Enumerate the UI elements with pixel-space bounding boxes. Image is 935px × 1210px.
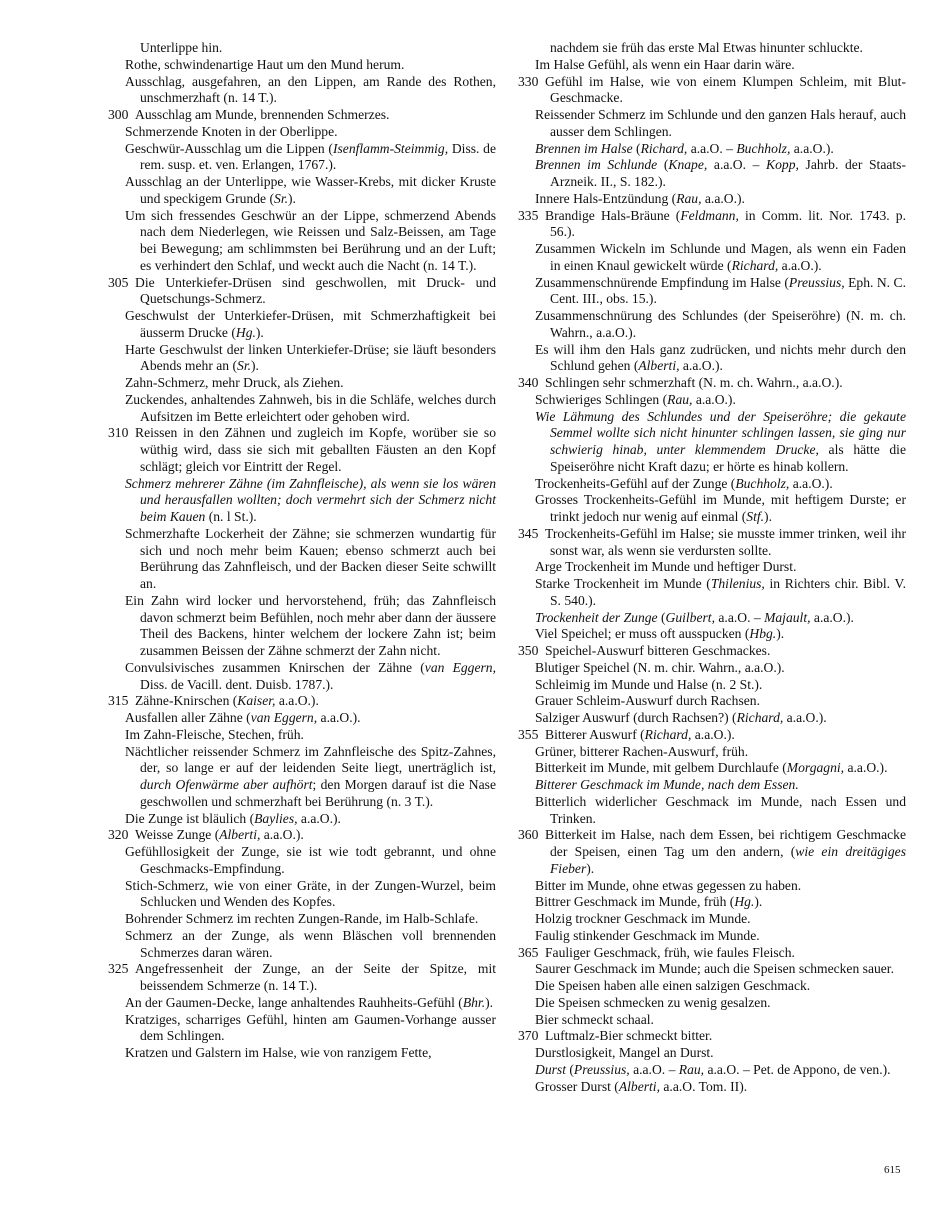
text-segment: Es will ihm den Hals ganz zudrücken, und nichts mehr durch den Schlund gehen ( bbox=[535, 341, 906, 374]
italic-text-segment: Alberti, bbox=[638, 358, 680, 374]
text-segment: a.a.O.). bbox=[789, 475, 833, 491]
italic-text-segment: Isenflamm-Steimmig, bbox=[332, 140, 449, 156]
text-segment: Ausschlag am Munde, brennenden Schmerzes. bbox=[135, 107, 390, 122]
italic-text-segment: Schmerz mehrerer Zähne (im Zahnfleische), als wenn sie los wären und herausfallen wollten; doch vermehrt sich der Schmerz nicht beim Kauen bbox=[125, 475, 496, 524]
italic-text-segment: Guilbert, bbox=[665, 609, 715, 625]
numbered-symptom-entry bbox=[108, 961, 496, 995]
italic-text-segment: Feldmann, bbox=[680, 207, 739, 223]
italic-text-segment: Stf. bbox=[746, 509, 765, 524]
entry-number: 315 bbox=[108, 693, 129, 709]
text-segment: Reissender Schmerz im Schlunde und den ganzen Hals herauf, auch ausser dem Schlingen. bbox=[535, 107, 906, 139]
italic-text-segment: Richard, bbox=[736, 710, 784, 725]
italic-text-segment: van Eggern, bbox=[424, 659, 496, 675]
symptom-entry bbox=[108, 878, 496, 912]
text-segment: in Comm. lit. Nor. 1743. p. 56.). bbox=[550, 207, 906, 240]
text-segment: Luftmalz-Bier schmeckt bitter. bbox=[545, 1028, 713, 1044]
symptom-entry bbox=[108, 844, 496, 878]
numbered-symptom-entry bbox=[518, 208, 906, 242]
text-segment: a.a.O.). bbox=[844, 760, 888, 776]
text-segment: ). bbox=[754, 894, 763, 910]
text-segment: a.a.O.). bbox=[701, 190, 745, 206]
italic-text-segment: Hbg. bbox=[749, 626, 777, 642]
entry-number: 340 bbox=[518, 375, 539, 390]
symptom-entry bbox=[518, 961, 906, 978]
text-segment: Rothe, schwindenartige Haut um den Mund herum. bbox=[125, 56, 405, 72]
italic-text-segment: Preussius, bbox=[788, 274, 845, 290]
numbered-symptom-entry bbox=[518, 643, 906, 660]
text-segment: Gefühllosigkeit der Zunge, sie ist wie todt gebrannt, und ohne Geschmacks-Empfindung. bbox=[125, 844, 496, 876]
text-segment: Grosses Trockenheits-Gefühl im Munde, mit heftigem Durste; er trinkt jedoch nur wenig auf einmal ( bbox=[535, 492, 906, 524]
text-segment: Bitterer Auswurf ( bbox=[545, 726, 645, 742]
text-segment: Die Unterkiefer-Drüsen sind geschwollen, mit Druck- und Quetschungs-Schmerz. bbox=[135, 274, 496, 307]
symptom-entry bbox=[518, 610, 906, 627]
symptom-entry bbox=[518, 626, 906, 643]
italic-text-segment: Thilenius, bbox=[710, 576, 765, 591]
text-segment: Bitterlich widerlicher Geschmack im Munde, nach Essen und Trinken. bbox=[535, 793, 906, 826]
text-segment: a.a.O.). bbox=[275, 693, 319, 709]
text-segment: (n. l St.). bbox=[205, 509, 257, 524]
symptom-entry bbox=[518, 911, 906, 928]
text-segment: Schmerzhafte Lockerheit der Zähne; sie schmerzen wundartig für sich und noch mehr beim Kauen; ebenso schmerzt auch bei Berührung das Zahnfleisch, und der Backen dieser Seite schwillt an. bbox=[125, 525, 496, 591]
symptom-entry bbox=[108, 928, 496, 962]
text-segment: a.a.O.). bbox=[679, 358, 723, 374]
right-column bbox=[518, 40, 906, 1095]
text-segment: Schmerzende Knoten in der Oberlippe. bbox=[125, 123, 338, 139]
text-segment: Zähne-Knirschen ( bbox=[135, 693, 238, 709]
entry-number: 335 bbox=[518, 207, 539, 223]
text-segment: a.a.O.). bbox=[783, 710, 827, 725]
italic-text-segment: Bitterer Geschmack im Munde, nach dem Essen. bbox=[535, 777, 799, 792]
symptom-entry bbox=[518, 57, 906, 74]
symptom-entry bbox=[518, 878, 906, 895]
symptom-entry bbox=[108, 911, 496, 928]
text-segment: Angefressenheit der Zunge, an der Seite der Spitze, mit beissendem Schmerze (n. 14 T.). bbox=[135, 961, 496, 993]
text-segment: Die Zunge ist bläulich ( bbox=[125, 810, 255, 826]
symptom-entry bbox=[518, 492, 906, 526]
text-segment: Eph. N. C. Cent. III., obs. 15.). bbox=[550, 274, 906, 307]
symptom-entry bbox=[108, 526, 496, 593]
italic-text-segment: Richard, bbox=[731, 257, 779, 273]
symptom-entry bbox=[518, 392, 906, 409]
symptom-entry bbox=[108, 124, 496, 141]
symptom-entry bbox=[108, 74, 496, 108]
text-segment: Schmerz an der Zunge, als wenn Bläschen voll brennenden Schmerzes daran wären. bbox=[125, 927, 496, 960]
symptom-entry bbox=[518, 978, 906, 995]
text-segment: Innere Hals-Entzündung ( bbox=[535, 190, 677, 206]
text-segment: Durstlosigkeit, Mangel an Durst. bbox=[535, 1045, 714, 1060]
text-segment: a.a.O.). bbox=[691, 726, 735, 742]
text-segment: nachdem sie früh das erste Mal Etwas hinunter schluckte. bbox=[550, 40, 863, 55]
text-segment: ). bbox=[251, 358, 259, 374]
continued-symptom-entry bbox=[518, 40, 906, 57]
italic-text-segment: Hg. bbox=[235, 324, 256, 340]
symptom-entry bbox=[108, 593, 496, 660]
symptom-entry bbox=[518, 1012, 906, 1029]
symptom-entry bbox=[518, 760, 906, 777]
italic-text-segment: Trockenheit der Zunge bbox=[535, 609, 658, 625]
symptom-entry bbox=[108, 995, 496, 1012]
text-segment: a.a.O. – Pet. de Appono, de ven.). bbox=[704, 1061, 891, 1077]
entry-number: 355 bbox=[518, 726, 539, 742]
symptom-entry bbox=[518, 928, 906, 945]
italic-text-segment: Rau, bbox=[678, 1061, 705, 1077]
entry-number: 325 bbox=[108, 961, 129, 977]
symptom-entry bbox=[518, 744, 906, 761]
text-segment: ( bbox=[657, 609, 666, 625]
text-segment: Grüner, bitterer Rachen-Auswurf, früh. bbox=[535, 743, 749, 759]
entry-number: 320 bbox=[108, 827, 129, 843]
symptom-entry bbox=[108, 57, 496, 74]
italic-text-segment: Preussius, bbox=[573, 1061, 630, 1077]
text-segment: Im Zahn-Fleische, Stechen, früh. bbox=[125, 726, 304, 742]
italic-text-segment: Sr. bbox=[274, 190, 288, 206]
text-segment: Harte Geschwulst der linken Unterkiefer-Drüse; sie läuft besonders Abends mehr an ( bbox=[125, 341, 496, 374]
symptom-entry bbox=[108, 141, 496, 175]
text-segment: Zusammenschnürende Empfindung im Halse ( bbox=[535, 274, 789, 290]
italic-text-segment: Alberti, bbox=[618, 1078, 660, 1094]
symptom-entry bbox=[518, 576, 906, 610]
numbered-symptom-entry bbox=[108, 275, 496, 309]
numbered-symptom-entry bbox=[518, 727, 906, 744]
text-segment: Jahrb. der Staats-Arzneik. II., S. 182.). bbox=[550, 157, 906, 189]
symptom-entry bbox=[518, 559, 906, 576]
symptom-entry bbox=[108, 1012, 496, 1046]
text-segment: Die Speisen schmecken zu wenig gesalzen. bbox=[535, 994, 771, 1010]
numbered-symptom-entry bbox=[518, 526, 906, 560]
symptom-entry bbox=[518, 777, 906, 794]
continued-symptom-entry bbox=[108, 40, 496, 57]
text-segment: Holzig trockner Geschmack im Munde. bbox=[535, 911, 751, 926]
symptom-entry bbox=[108, 208, 496, 275]
page-number: 615 bbox=[884, 1164, 901, 1176]
symptom-entry bbox=[108, 744, 496, 811]
italic-text-segment: Kopp, bbox=[766, 157, 799, 173]
text-segment: Ausschlag an der Unterlippe, wie Wasser-Krebs, mit dicker Kruste und speckigem Grunde ( bbox=[125, 174, 496, 206]
symptom-entry bbox=[518, 1079, 906, 1096]
text-segment: ; den Morgen darauf ist die Nase geschwollen und schmerzhaft bei Berührung (n. 3 T.). bbox=[140, 777, 496, 809]
italic-text-segment: Alberti, bbox=[219, 827, 261, 843]
text-segment: ( bbox=[632, 140, 641, 156]
text-segment: Fauliger Geschmack, früh, wie faules Fleisch. bbox=[545, 944, 795, 960]
text-segment: ). bbox=[485, 994, 494, 1010]
symptom-entry bbox=[108, 727, 496, 744]
text-segment: Schlingen sehr schmerzhaft (N. m. ch. Wahrn., a.a.O.). bbox=[545, 375, 843, 390]
italic-text-segment: Buchholz, bbox=[735, 475, 790, 491]
italic-text-segment: Wie Lähmung des Schlundes und der Speiseröhre; die gekaute Semmel wollte sich nicht hinunter schlingen lassen, sie ging nur schwierig hinab, unter klemmendem Drucke, bbox=[535, 408, 906, 457]
text-segment: Arge Trockenheit im Munde und heftiger Durst. bbox=[535, 559, 797, 575]
text-segment: Weisse Zunge ( bbox=[135, 827, 220, 843]
symptom-entry bbox=[518, 1045, 906, 1062]
text-segment: Grosser Durst ( bbox=[535, 1078, 619, 1094]
text-segment: in Richters chir. Bibl. V. S. 540.). bbox=[550, 576, 906, 608]
text-segment: Kratzen und Galstern im Halse, wie von ranzigem Fette, bbox=[125, 1045, 432, 1060]
symptom-entry bbox=[518, 308, 906, 342]
text-segment: Ausschlag, ausgefahren, an den Lippen, am Rande des Rothen, unschmerzhaft (n. 14 T.). bbox=[125, 73, 496, 106]
text-segment: An der Gaumen-Decke, lange anhaltendes Rauhheits-Gefühl ( bbox=[125, 994, 463, 1010]
symptom-entry bbox=[518, 995, 906, 1012]
italic-text-segment: Bhr. bbox=[462, 994, 486, 1010]
numbered-symptom-entry bbox=[518, 1028, 906, 1045]
italic-text-segment: wie ein dreitägiges Fieber bbox=[550, 844, 906, 876]
symptom-entry bbox=[108, 660, 496, 694]
symptom-entry bbox=[518, 141, 906, 158]
entry-number: 305 bbox=[108, 274, 129, 290]
text-segment: Gefühl im Halse, wie von einem Klumpen Schleim, mit Blut-Geschmacke. bbox=[545, 73, 906, 106]
symptom-entry bbox=[518, 191, 906, 208]
text-segment: Brandige Hals-Bräune ( bbox=[545, 207, 681, 223]
italic-text-segment: Majault, bbox=[764, 609, 811, 625]
italic-text-segment: Buchholz, bbox=[736, 140, 791, 156]
text-segment: ). bbox=[288, 190, 296, 206]
text-segment: ). bbox=[764, 509, 772, 524]
symptom-entry bbox=[518, 710, 906, 727]
text-segment: Diss. de rem. susp. et. ven. Erlangen, 1767.). bbox=[140, 140, 497, 173]
symptom-entry bbox=[518, 660, 906, 677]
italic-text-segment: Durst bbox=[535, 1061, 566, 1077]
text-segment: a.a.O.). bbox=[260, 827, 304, 843]
symptom-entry bbox=[518, 894, 906, 911]
text-segment: als hätte die Speiseröhre nicht Kraft dazu; er hörte es hinab kollern. bbox=[550, 442, 906, 474]
text-segment: ( bbox=[565, 1061, 574, 1077]
text-segment: Viel Speichel; er muss oft ausspucken ( bbox=[535, 626, 750, 642]
text-segment: Zuckendes, anhaltendes Zahnweh, bis in die Schläfe, welches durch Aufsitzen im Bette erleichtert oder gehoben wird. bbox=[125, 391, 496, 424]
text-segment: Geschwür-Ausschlag um die Lippen ( bbox=[125, 140, 333, 156]
text-segment: a.a.O.). bbox=[790, 140, 834, 156]
numbered-symptom-entry bbox=[518, 827, 906, 877]
entry-number: 350 bbox=[518, 643, 539, 658]
text-segment: Die Speisen haben alle einen salzigen Geschmack. bbox=[535, 978, 811, 993]
entry-number: 365 bbox=[518, 944, 539, 960]
text-segment: a.a.O.). bbox=[317, 710, 361, 725]
entry-number: 360 bbox=[518, 827, 539, 843]
italic-text-segment: Rau, bbox=[676, 190, 702, 206]
italic-text-segment: Hg. bbox=[734, 894, 755, 910]
numbered-symptom-entry bbox=[108, 693, 496, 710]
italic-text-segment: Brennen im Halse bbox=[535, 140, 633, 156]
text-segment: Um sich fressendes Geschwür an der Lippe, schmerzend Abends nach dem Niederlegen, wie Reissen und Salz-Beissen, am Tage bei Bewegung; am schlimmsten bei Berührung und an der Luft; es verhindert den Schlaf, und weckt auch die Nacht (n. 14 T.). bbox=[125, 207, 496, 273]
text-segment: Convulsivisches zusammen Knirschen der Zähne ( bbox=[125, 659, 425, 675]
symptom-entry bbox=[108, 710, 496, 727]
entry-number: 300 bbox=[108, 107, 129, 122]
text-segment: a.a.O.). bbox=[692, 391, 736, 407]
text-segment: Bohrender Schmerz im rechten Zungen-Rande, im Halb-Schlafe. bbox=[125, 911, 479, 926]
text-segment: Diss. de Vacill. dent. Duisb. 1787.). bbox=[140, 676, 334, 692]
text-segment: Schleimig im Munde und Halse (n. 2 St.). bbox=[535, 676, 763, 692]
text-segment: Bittrer Geschmack im Munde, früh ( bbox=[535, 894, 735, 910]
numbered-symptom-entry bbox=[518, 74, 906, 108]
text-segment: Ausfallen aller Zähne ( bbox=[125, 710, 251, 725]
text-segment: a.a.O. – bbox=[687, 140, 737, 156]
symptom-entry bbox=[108, 1045, 496, 1062]
italic-text-segment: Morgagni, bbox=[786, 760, 845, 776]
symptom-entry bbox=[108, 476, 496, 526]
text-segment: a.a.O. – bbox=[707, 157, 767, 173]
italic-text-segment: Rau, bbox=[667, 391, 693, 407]
text-segment: Geschwulst der Unterkiefer-Drüsen, mit Schmerzhaftigkeit bei äusserm Drucke ( bbox=[125, 308, 496, 340]
text-segment: Bitterkeit im Halse, nach dem Essen, bei richtigem Geschmacke der Speisen, einen Tag um den andern, ( bbox=[545, 827, 906, 859]
text-segment: Saurer Geschmack im Munde; auch die Speisen schmecken sauer. bbox=[535, 961, 894, 977]
entry-number: 345 bbox=[518, 525, 539, 541]
text-segment: ( bbox=[657, 157, 669, 173]
text-segment: Starke Trockenheit im Munde ( bbox=[535, 576, 711, 591]
symptom-entry bbox=[518, 342, 906, 376]
symptom-entry bbox=[108, 342, 496, 376]
symptom-entry bbox=[518, 693, 906, 710]
text-segment: Reissen in den Zähnen und zugleich im Kopfe, worüber sie so wüthig wird, dass sie sich mit geballten Fäusten an den Kopf schlägt; gleich vor Eintritt der Regel. bbox=[135, 425, 496, 474]
symptom-entry bbox=[518, 476, 906, 493]
italic-text-segment: Brennen im Schlunde bbox=[535, 157, 658, 173]
text-segment: Zusammenschnürung des Schlundes (der Speiseröhre) (N. m. ch. Wahrn., a.a.O.). bbox=[535, 308, 906, 340]
text-segment: Zahn-Schmerz, mehr Druck, als Ziehen. bbox=[125, 375, 344, 390]
numbered-symptom-entry bbox=[108, 425, 496, 475]
italic-text-segment: Richard, bbox=[644, 726, 692, 742]
text-segment: a.a.O.). bbox=[810, 609, 854, 625]
text-segment: ). bbox=[255, 324, 264, 340]
text-segment: Bier schmeckt schaal. bbox=[535, 1011, 654, 1027]
text-segment: a.a.O.). bbox=[297, 810, 341, 826]
italic-text-segment: Richard, bbox=[640, 140, 688, 156]
text-segment: Nächtlicher reissender Schmerz im Zahnfleische des Spitz-Zahnes, der, so lange er auf der leidenden Seite liegt, unerträglich ist, bbox=[125, 743, 496, 776]
text-segment: Bitter im Munde, ohne etwas gegessen zu haben. bbox=[535, 877, 802, 893]
symptom-entry bbox=[108, 174, 496, 208]
italic-text-segment: Sr. bbox=[237, 358, 251, 374]
text-segment: Ein Zahn wird locker und hervorstehend, früh; das Zahnfleisch davon schmerzt beim Befühlen, noch mehr aber dann der äussere Theil des Backens, hinter welchem der lockere Zahn ist; beim zusammen Beissen der Zähne schmerzt der Zahn nicht. bbox=[125, 592, 496, 658]
symptom-entry bbox=[108, 811, 496, 828]
italic-text-segment: durch Ofenwärme aber aufhört bbox=[140, 777, 313, 792]
numbered-symptom-entry bbox=[518, 945, 906, 962]
text-segment: ). bbox=[586, 860, 595, 876]
left-column bbox=[108, 40, 496, 1062]
symptom-entry bbox=[518, 409, 906, 476]
text-segment: Grauer Schleim-Auswurf durch Rachsen. bbox=[535, 693, 760, 709]
text-segment: Blutiger Speichel (N. m. chir. Wahrn., a.a.O.). bbox=[535, 659, 785, 675]
numbered-symptom-entry bbox=[518, 375, 906, 392]
entry-number: 330 bbox=[518, 73, 539, 89]
text-segment: Unterlippe hin. bbox=[140, 40, 223, 55]
text-segment: ). bbox=[776, 626, 785, 642]
italic-text-segment: Kaiser, bbox=[237, 693, 276, 709]
text-segment: Zusammen Wickeln im Schlunde und Magen, als wenn ein Faden in einen Knaul gewickelt würde ( bbox=[535, 241, 906, 273]
italic-text-segment: van Eggern, bbox=[250, 710, 318, 725]
text-segment: a.a.O. – bbox=[629, 1061, 679, 1077]
text-segment: Trockenheits-Gefühl im Halse; sie musste immer trinken, weil ihr sonst war, als wenn sie verdursten sollte. bbox=[545, 525, 906, 558]
entry-number: 370 bbox=[518, 1028, 539, 1044]
symptom-entry bbox=[518, 107, 906, 141]
symptom-entry bbox=[518, 794, 906, 828]
symptom-entry bbox=[518, 677, 906, 694]
text-segment: Salziger Auswurf (durch Rachsen?) ( bbox=[535, 710, 737, 725]
text-segment: Schwieriges Schlingen ( bbox=[535, 391, 668, 407]
italic-text-segment: Knape, bbox=[668, 157, 708, 173]
text-segment: Trockenheits-Gefühl auf der Zunge ( bbox=[535, 475, 736, 491]
text-segment: Speichel-Auswurf bitteren Geschmackes. bbox=[545, 643, 771, 658]
text-segment: a.a.O. Tom. II). bbox=[659, 1078, 748, 1094]
text-segment: a.a.O. – bbox=[714, 609, 765, 625]
symptom-entry bbox=[518, 1062, 906, 1079]
numbered-symptom-entry bbox=[108, 827, 496, 844]
text-segment: Im Halse Gefühl, als wenn ein Haar darin wäre. bbox=[535, 56, 795, 72]
entry-number: 310 bbox=[108, 425, 129, 441]
text-segment: a.a.O.). bbox=[778, 257, 822, 273]
symptom-entry bbox=[108, 308, 496, 342]
text-segment: Bitterkeit im Munde, mit gelbem Durchlaufe ( bbox=[535, 760, 787, 776]
symptom-entry bbox=[108, 392, 496, 426]
symptom-entry bbox=[518, 157, 906, 191]
italic-text-segment: Baylies, bbox=[254, 810, 298, 826]
text-segment: Kratziges, scharriges Gefühl, hinten am Gaumen-Vorhange ausser dem Schlingen. bbox=[125, 1011, 496, 1044]
text-segment: Faulig stinkender Geschmack im Munde. bbox=[535, 927, 760, 943]
symptom-entry bbox=[518, 275, 906, 309]
text-segment: Stich-Schmerz, wie von einer Gräte, in der Zungen-Wurzel, beim Schlucken und Wenden des Kopfes. bbox=[125, 877, 496, 910]
symptom-entry bbox=[518, 241, 906, 275]
numbered-symptom-entry bbox=[108, 107, 496, 124]
symptom-entry bbox=[108, 375, 496, 392]
